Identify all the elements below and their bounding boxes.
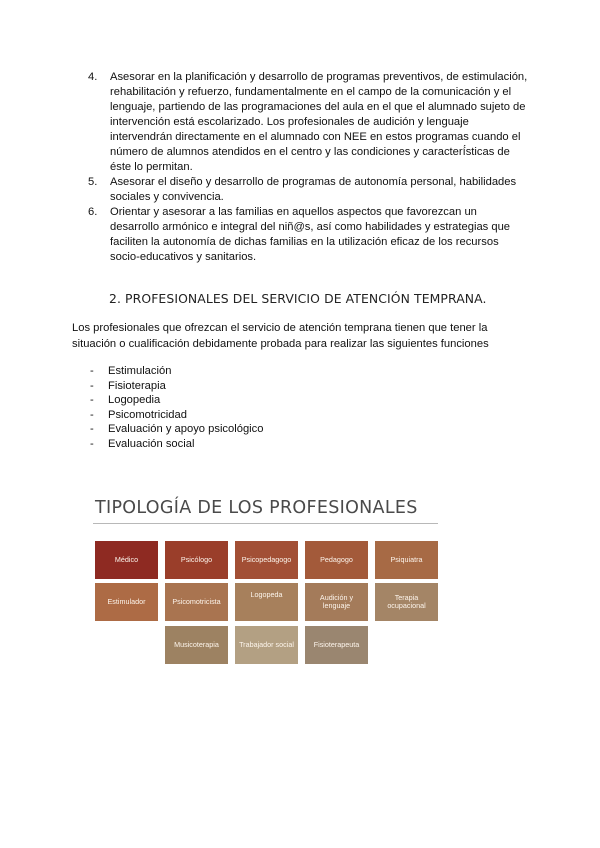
tile-label: Musicoterapia xyxy=(174,639,219,649)
function-label: Fisioterapia xyxy=(108,379,166,392)
list-item-text: Asesorar en la planificación y desarrollo de programas preventivos, de estimulación, rehabilitación y refuerzo, fundamentalmente en el campo de la comunicación y el lenguaje, partiendo de las programaciones del aula en el que el alumnado sujeto de intervención está escolarizado. Los profesionales de audición y lenguaje intervendrán directamente en el alumnado con NEE en estos programas cuando el número de alumnos atendidos en el centro y las condiciones y caracterí́sticas de éste lo permitan. xyxy=(110,71,528,173)
list-item xyxy=(88,175,528,205)
tile-label: Terapia ocupacional xyxy=(387,592,426,610)
function-item: - Estimulación xyxy=(90,365,172,377)
list-item xyxy=(88,205,528,265)
tile-psicopedagogo xyxy=(235,541,298,579)
function-label: Evaluación y apoyo psicológico xyxy=(108,423,264,436)
tile-pedagogo xyxy=(305,541,368,579)
tile-trabajador-social xyxy=(235,626,298,664)
tile-psicologo xyxy=(165,541,228,579)
tile-psicomotricista xyxy=(165,583,228,621)
section-heading: 2. PROFESIONALES DEL SERVICIO DE ATENCIÓN TEMPRANA. xyxy=(109,291,487,306)
tile-fisioterapeuta xyxy=(305,626,368,664)
numbered-list xyxy=(88,70,528,265)
tile-audicion-lenguaje xyxy=(305,583,368,621)
diagram-title: TIPOLOGÍA DE LOS PROFESIONALES xyxy=(95,498,418,518)
function-item: - Evaluación y apoyo psicológico xyxy=(90,423,264,436)
tile-label: Psicopedagogo xyxy=(241,554,292,564)
function-item: - Logopedia xyxy=(90,394,161,407)
function-item: - Fisioterapia xyxy=(90,379,166,392)
tile-label: Audición y lenguaje xyxy=(319,592,354,610)
tile-label: Fisioterapeuta xyxy=(313,639,360,649)
list-item xyxy=(88,70,528,175)
function-label: Psicomotricidad xyxy=(108,408,187,421)
list-number: 6. xyxy=(88,206,98,218)
tile-label: Psiquiatra xyxy=(390,554,423,564)
tile-label: Logopeda xyxy=(250,590,283,599)
tile-medico xyxy=(95,541,158,579)
tile-label: Psicomotricista xyxy=(172,596,221,606)
function-label: Estimulación xyxy=(108,365,172,377)
function-item: - Evaluación social xyxy=(90,437,195,450)
list-number: 5. xyxy=(88,176,98,188)
tile-logopeda xyxy=(235,583,298,621)
list-number: 4. xyxy=(88,71,98,83)
tile-psiquiatra xyxy=(375,541,438,579)
tile-musicoterapia xyxy=(165,626,228,664)
tile-label: Médico xyxy=(114,554,139,564)
function-item: - Psicomotricidad xyxy=(90,408,187,421)
intro-paragraph: Los profesionales que ofrezcan el servicio de atención temprana tienen que tener la situación o cualificación debidamente probada para realizar las siguientes funciones xyxy=(72,322,489,350)
tile-label: Trabajador social xyxy=(239,639,294,649)
tile-label: Pedagogo xyxy=(320,554,353,564)
list-item-text: Orientar y asesorar a las familias en aquellos aspectos que favorezcan un desarrollo armónico e integral del niñ@s, así como habilidades y estrategias que faciliten la autonomía de dichas familias en la utilización eficaz de los recursos socio-educativos y sanitarios. xyxy=(110,206,511,263)
diagram-divider xyxy=(93,523,438,524)
tile-terapia-ocupacional xyxy=(375,583,438,621)
professionals-diagram xyxy=(93,498,443,668)
tile-label: Psicólogo xyxy=(180,554,213,564)
function-label: Evaluación social xyxy=(108,437,195,450)
tile-estimulador xyxy=(95,583,158,621)
list-item-text: Asesorar el diseño y desarrollo de programas de autonomía personal, habilidades sociales y convivencia. xyxy=(110,176,517,203)
functions-list xyxy=(90,364,263,452)
function-label: Logopedia xyxy=(108,394,161,407)
tile-label: Estimulador xyxy=(107,596,146,606)
